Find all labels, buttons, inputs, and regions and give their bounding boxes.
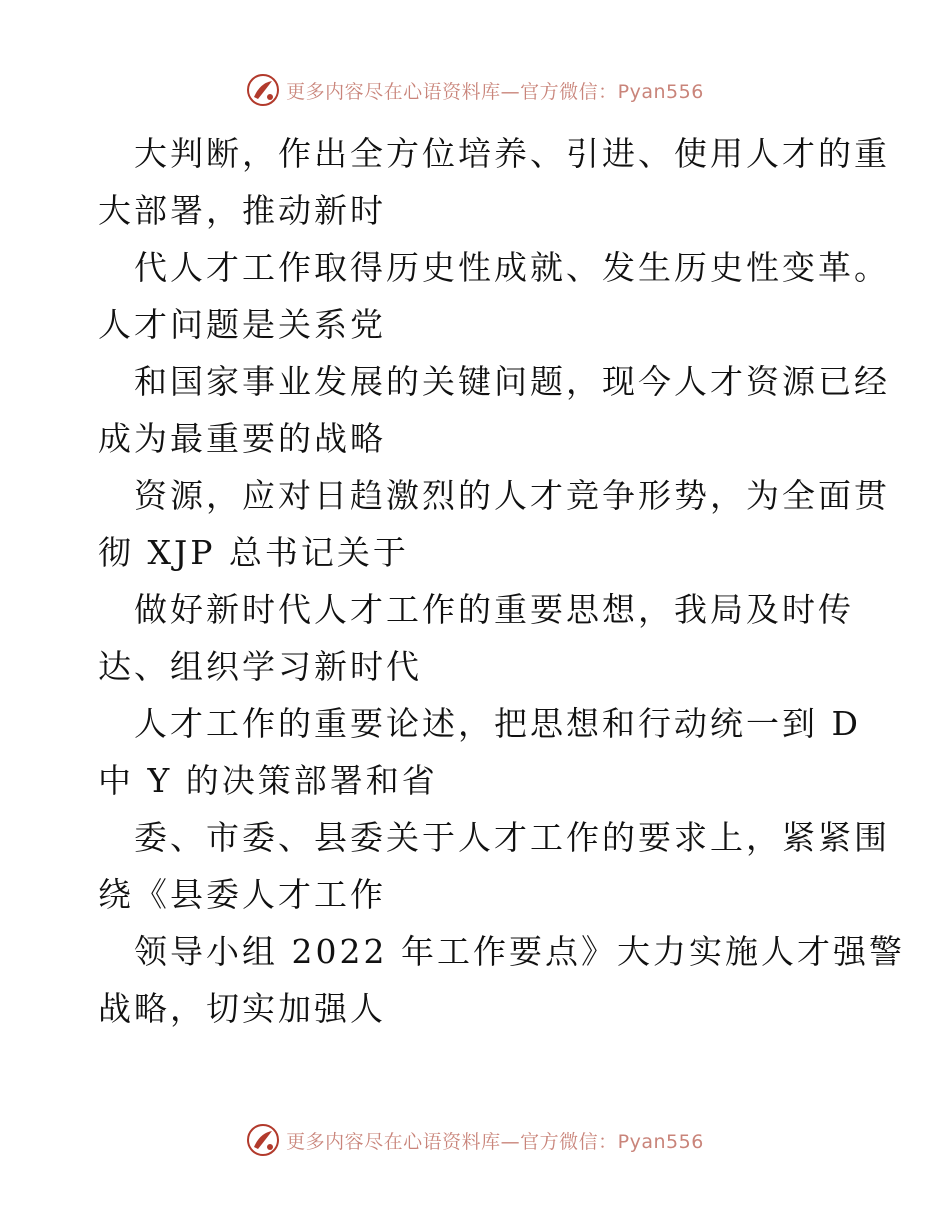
paragraph [98,809,890,923]
paragraph-line: 做好新时代人才工作的重要思想，我局及时传 [134,590,854,629]
paragraph-line: 大判断，作出全方位培养、引进、使用人才的重 [134,134,890,173]
paragraph [98,467,890,581]
watermark-text [286,77,704,104]
document-body [98,125,905,1037]
watermark-main: 更多内容尽在心语资料库 [286,1130,501,1153]
paragraph [98,353,890,467]
header-watermark [0,70,950,110]
watermark-text [286,1127,704,1154]
paragraph-line: 彻 XJP 总书记关于 [98,533,409,572]
watermark-separator: — [500,80,521,103]
paragraph [98,695,861,809]
paragraph-line: 和国家事业发展的关键问题，现今人才资源已经 [134,362,890,401]
paragraph-line: 人才工作的重要论述，把思想和行动统一到 D [134,704,861,743]
paragraph-line: 绕《县委人才工作 [98,875,386,914]
paragraph-line: 成为最重要的战略 [98,419,386,458]
watermark-wechat: 官方微信：Pyan556 [520,80,704,103]
paragraph-line: 代人才工作取得历史性成就、发生历史性变革。 [134,248,890,287]
watermark-main: 更多内容尽在心语资料库 [286,80,501,103]
paragraph-line: 大部署，推动新时 [98,191,386,230]
paragraph-line: 委、市委、县委关于人才工作的要求上，紧紧围 [134,818,890,857]
paragraph [98,239,890,353]
paragraph-line: 达、组织学习新时代 [98,647,422,686]
watermark-wechat: 官方微信：Pyan556 [520,1130,704,1153]
paragraph [98,923,905,1037]
paragraph-line: 领导小组 2022 年工作要点》大力实施人才强警 [134,932,905,971]
footer-watermark [0,1120,950,1160]
watermark-separator: — [500,1130,521,1153]
logo-icon [246,1123,280,1157]
paragraph-line: 中 Y 的决策部署和省 [98,761,438,800]
paragraph-line: 资源，应对日趋激烈的人才竞争形势，为全面贯 [134,476,890,515]
paragraph [98,125,890,239]
paragraph-line: 人才问题是关系党 [98,305,386,344]
paragraph [98,581,858,695]
logo-icon [246,73,280,107]
paragraph-line: 战略，切实加强人 [98,989,386,1028]
